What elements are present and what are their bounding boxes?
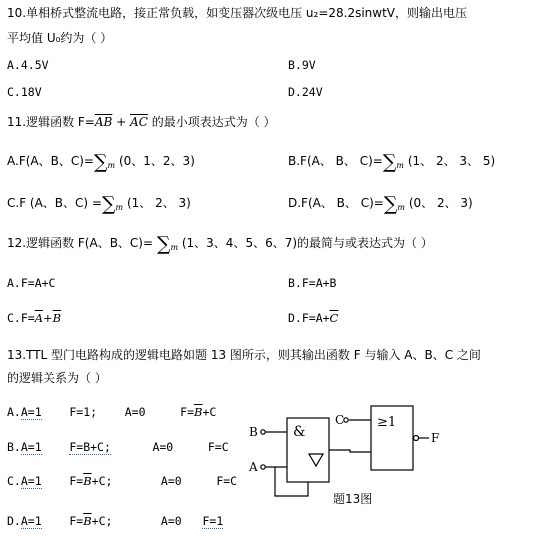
q13-a-alt-prefix: F= (180, 405, 195, 419)
q10-option-d[interactable]: D.24V (288, 85, 323, 99)
input-b-label: B (249, 425, 258, 439)
q13-b-condition: A=1 (20, 440, 42, 454)
q11-a-args: (0、1、2、3) (118, 154, 195, 168)
q11-c-prefix: C.F (A、B、C) = (7, 196, 102, 210)
q12-option-a[interactable]: A.F=A+C (7, 276, 56, 290)
q11-b-args: (1、 2、 3、 5) (407, 154, 496, 168)
minterm-m: m (396, 161, 404, 170)
q13-a-alt-var-b: $\overline{B}$ (194, 405, 203, 419)
q13-a-alt-post: +C (202, 405, 217, 419)
figure-caption: 题13图 (333, 492, 373, 506)
q10-stem-line1: 10.单相桥式整流电路，接正常负载，如变压器次级电压 u₂=28.2sinwtV，则输出电压 (7, 6, 468, 20)
q10-option-c[interactable]: C.18V (7, 85, 42, 99)
q13-a-label: A. (7, 405, 21, 419)
input-a-label: A (249, 460, 258, 474)
q13-c-condition: A=1 (20, 474, 42, 488)
q12-prefix: 12.逻辑函数 F(A、B、C)= (7, 236, 157, 250)
q13-option-b[interactable] (7, 439, 229, 455)
q13-c-label: C. (7, 474, 21, 488)
or-symbol: ≥1 (377, 415, 397, 430)
q13-d-label: D. (7, 514, 21, 528)
minterm-m: m (397, 203, 405, 212)
input-b-terminal (261, 430, 265, 434)
output-bubble (414, 436, 419, 441)
q12-option-b[interactable]: B.F=A+B (288, 276, 337, 290)
q11-term-ac: $\overline{AC}$ (130, 115, 148, 129)
q10-option-b[interactable]: B.9V (288, 58, 316, 72)
q13-option-c[interactable] (7, 473, 237, 489)
q11-c-args: (1、 2、 3) (126, 196, 191, 210)
q12-option-c[interactable] (7, 310, 61, 326)
q10-option-a[interactable]: A.4.5V (7, 58, 49, 72)
q11-option-b[interactable] (288, 153, 495, 174)
q12-c-var-a: $\overline{A}$ (34, 311, 44, 325)
q13-stem-line1: 13.TTL 型门电路构成的逻辑电路如题 13 图所示，则其输出函数 F 与输入 A、B、C 之间 (7, 348, 481, 362)
q13-c-f-prefix: F= (69, 474, 84, 488)
logic-circuit-diagram (245, 400, 445, 510)
q13-option-d[interactable] (7, 513, 223, 529)
q11-option-d[interactable] (288, 195, 473, 216)
q13-option-a[interactable] (7, 404, 216, 420)
sigma-symbol: ∑ (156, 233, 171, 255)
sigma-symbol: ∑ (383, 193, 398, 215)
q11-d-args: (0、 2、 3) (408, 196, 473, 210)
q13-d-condition: A=1 (20, 514, 42, 528)
gate-link-wire (329, 450, 371, 452)
tristate-triangle-icon (309, 454, 323, 466)
q12-d-prefix: D.F=A+ (288, 311, 330, 325)
q13-d-f-var-b: $\overline{B}$ (83, 514, 92, 528)
q13-c-alt-f: F=C (216, 474, 238, 488)
and-symbol: & (293, 424, 306, 440)
q13-d-alt-condition: A=0 (160, 514, 182, 528)
q13-a-f: F=1; (69, 405, 98, 419)
q13-c-alt-condition: A=0 (160, 474, 182, 488)
q13-d-alt-f: F=1 (202, 514, 224, 528)
q11-stem (7, 114, 276, 130)
input-a-terminal (261, 465, 265, 469)
q12-option-d[interactable] (288, 310, 338, 326)
q13-a-alt-condition: A=0 (124, 405, 146, 419)
q11-a-prefix: A.F(A、B、C)= (7, 154, 94, 168)
output-f-label: F (431, 431, 440, 445)
q13-d-f-prefix: F= (69, 514, 84, 528)
input-c-terminal (344, 418, 348, 422)
q11-plus: + (112, 115, 131, 129)
q11-prefix: 11.逻辑函数 F= (7, 115, 95, 129)
q13-b-alt-condition: A=0 (152, 440, 174, 454)
q13-d-f-post: +C; (91, 514, 113, 528)
q11-option-c[interactable] (7, 195, 191, 216)
q11-term-ab: $\overline{AB}$ (94, 115, 113, 129)
q12-stem (7, 235, 433, 256)
sigma-symbol: ∑ (93, 151, 108, 173)
q13-stem-line2: 的逻辑关系为（ ） (7, 371, 107, 385)
q13-b-alt-f: F=C (207, 440, 229, 454)
q13-b-label: B. (7, 440, 21, 454)
q13-a-condition: A=1 (20, 405, 42, 419)
sigma-symbol: ∑ (101, 193, 116, 215)
minterm-m: m (170, 243, 179, 252)
q12-c-prefix: C.F= (7, 311, 35, 325)
minterm-m: m (115, 203, 124, 212)
q11-option-a[interactable] (7, 153, 195, 174)
minterm-m: m (107, 161, 116, 170)
q10-stem-line2: 平均值 U₀约为（ ） (7, 31, 113, 45)
q13-c-f-post: +C; (91, 474, 113, 488)
q12-c-var-b: $\overline{B}$ (52, 311, 62, 325)
input-c-label: C (335, 413, 345, 427)
q12-d-var-c: $\overline{C}$ (329, 311, 339, 325)
q13-b-f: F=B+C; (69, 440, 111, 454)
q12-args: (1、3、4、5、6、7)的最简与或表达式为（ ） (181, 236, 433, 250)
q11-d-prefix: D.F(A、 B、 C)= (288, 196, 384, 210)
sigma-symbol: ∑ (382, 151, 397, 173)
q13-c-f-var-b: $\overline{B}$ (83, 474, 92, 488)
q12-c-plus: + (43, 311, 53, 325)
q11-suffix: 的最小项表达式为（ ） (147, 115, 276, 129)
q11-b-prefix: B.F(A、 B、 C)= (288, 154, 383, 168)
